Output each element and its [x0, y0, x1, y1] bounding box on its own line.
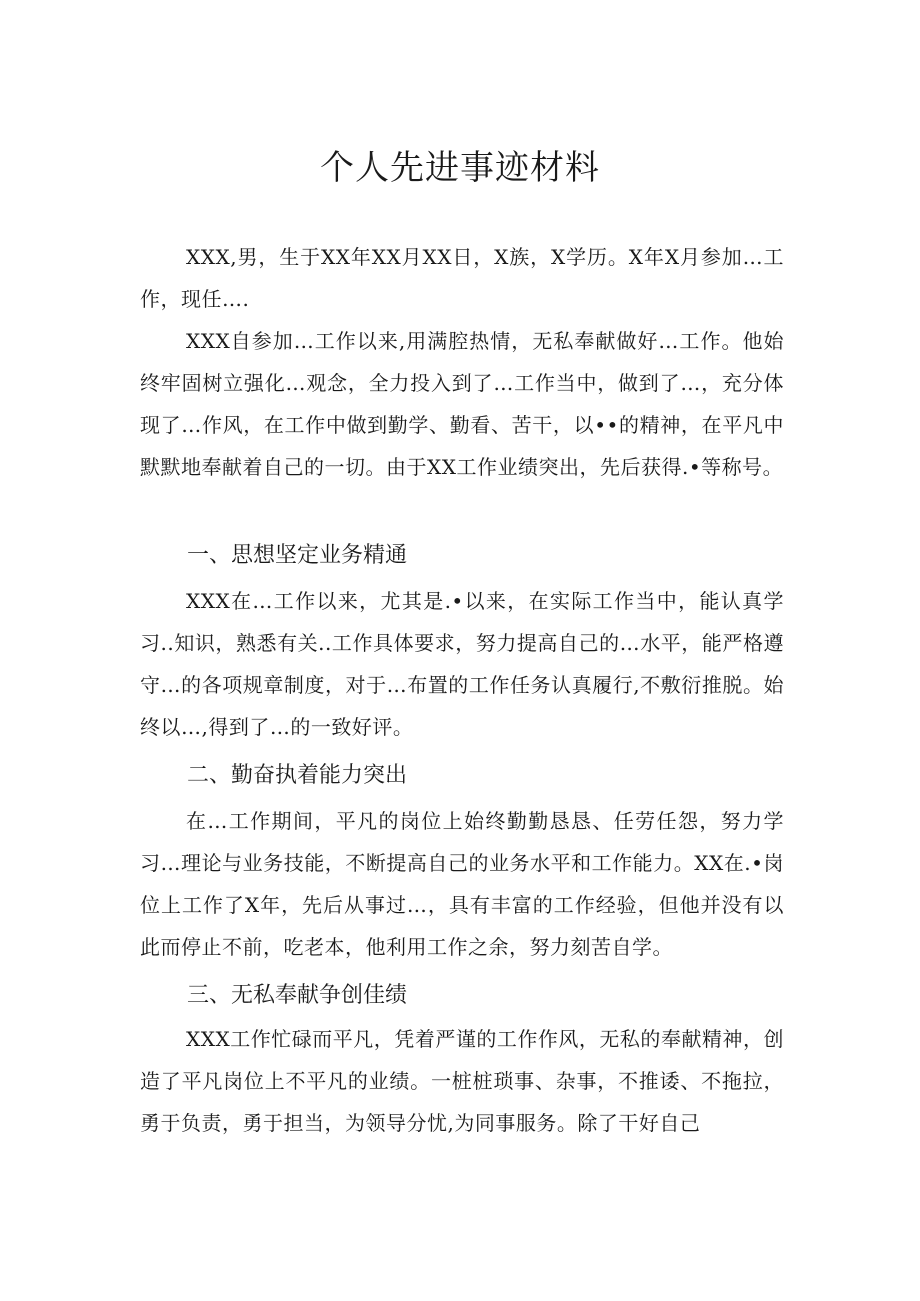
section-heading-2: 二、勤奋执着能力突出 [187, 763, 408, 788]
section-heading-3: 三、无私奉献争创佳绩 [187, 983, 408, 1008]
section-body-2: 在…工作期间，平凡的岗位上始终勤勤恳恳、任劳任怨，努力学习…理论与业务技能，不断提高自己的业务水平和工作能力。XX在.•岗位上工作了X年，先后从事过…，具有丰富的工作经验，但他并没有以此而停止不前，吃老本，他利用工作之余，努力刻苦自学。 [140, 809, 784, 959]
section-heading-1: 一、思想坚定业务精通 [187, 543, 408, 568]
intro-paragraph-2: XXX自参加…工作以来,用满腔热情，无私奉献做好…工作。他始终牢固树立强化…观念，全力投入到了…工作当中，做到了…，充分体现了…作风，在工作中做到勤学、勤看、苦干，以••的精神，在平凡中默默地奉献着自己的一切。由于XX工作业绩突出，先后获得.•等称号。 [140, 329, 784, 479]
section-body-3: XXX工作忙碌而平凡，凭着严谨的工作作风，无私的奉献精神，创造了平凡岗位上不平凡的业绩。一桩桩琐事、杂事，不推诿、不拖拉，勇于负责，勇于担当，为领导分忧,为同事服务。除了干好自己 [140, 1027, 784, 1135]
intro-paragraph-1: XXX,男，生于XX年XX月XX日，X族，X学历。X年X月参加…工作，现任…. [140, 245, 784, 311]
document-title: 个人先进事迹材料 [320, 148, 600, 188]
section-body-1: XXX在…工作以来，尤其是.•以来，在实际工作当中，能认真学习..知识，熟悉有关..工作具体要求，努力提高自己的…水平，能严格遵守…的各项规章制度，对于…布置的工作任务认真履行,不敷衍推脱。始终以…,得到了…的一致好评。 [140, 589, 784, 739]
